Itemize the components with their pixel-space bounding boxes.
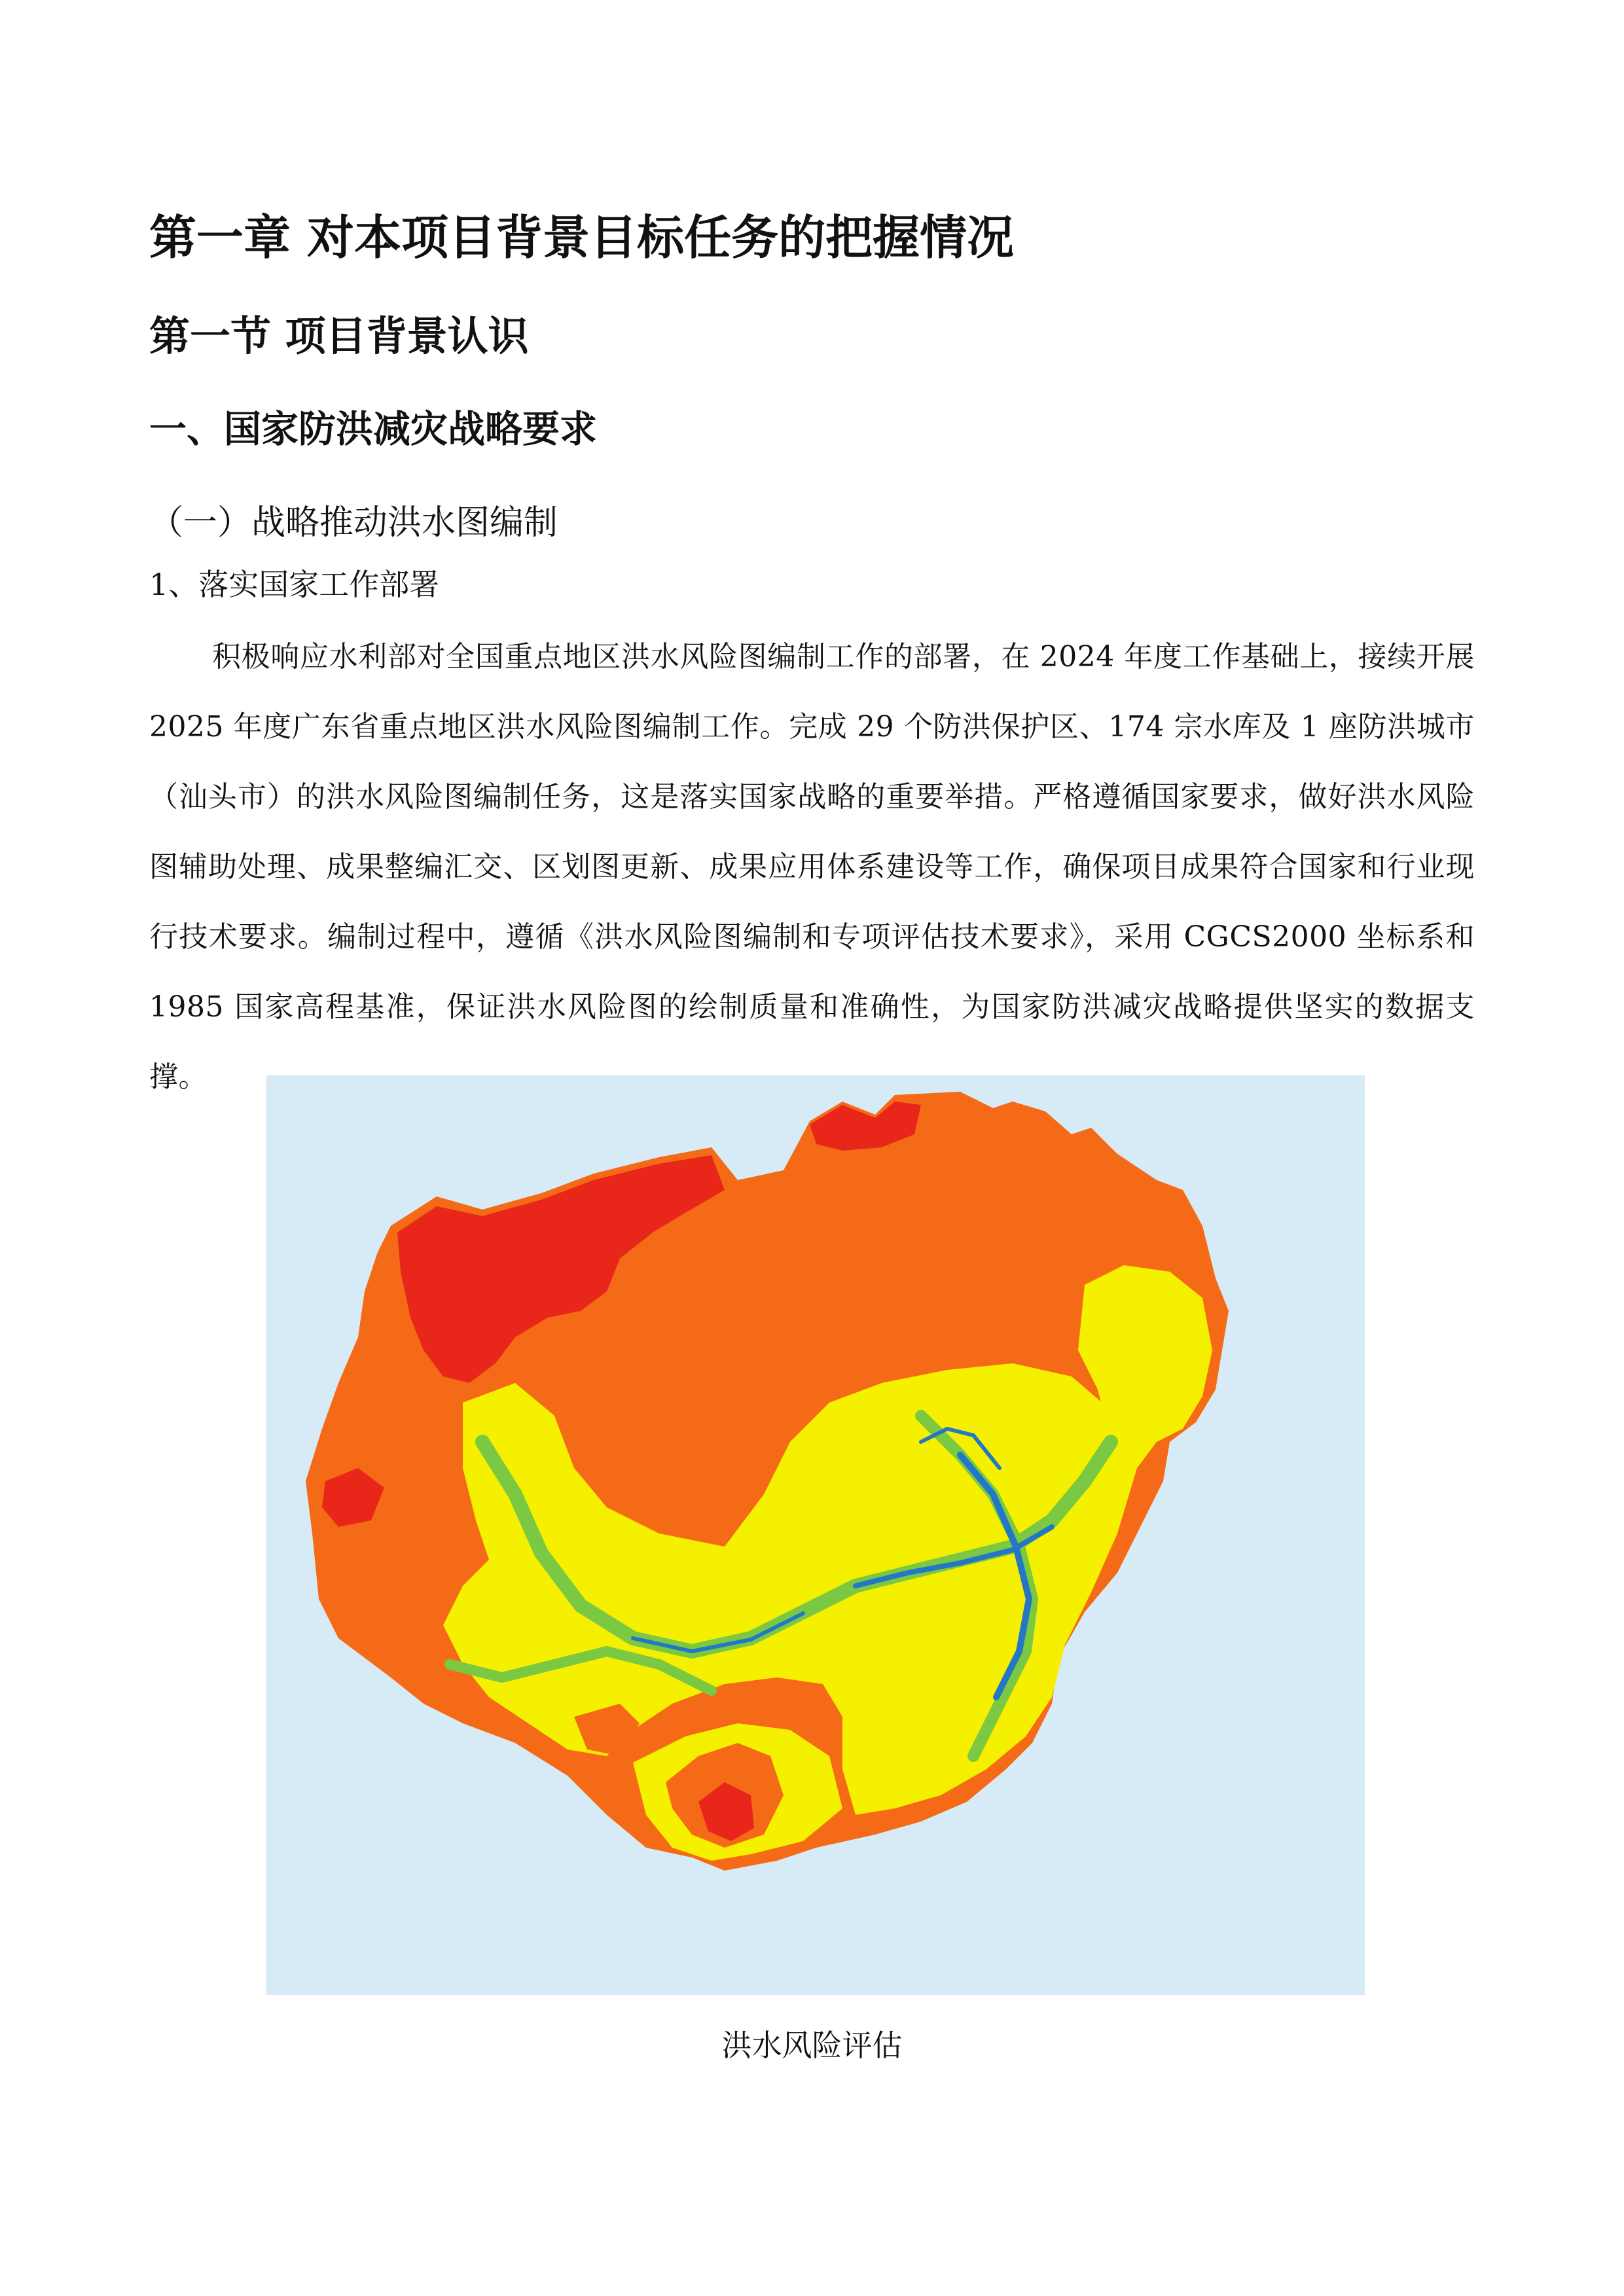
item-title: 1、落实国家工作部署 xyxy=(149,567,440,602)
chapter-title: 第一章 对本项目背景目标任务的把握情况 xyxy=(149,210,1015,265)
body-paragraph: 积极响应水利部对全国重点地区洪水风险图编制工作的部署，在 2024 年度工作基础上，接续开展 2025 年度广东省重点地区洪水风险图编制工作。完成 29 个防洪保护区、174 宗水库及 1 座防洪城市（汕头市）的洪水风险图编制任务，这是落实国家战略的重要举措。严格遵循国家要求，做好洪水风险图辅助处理、成果整编汇交、区划图更新、成果应用体系建设等工作，确保项目成果符合国家和行业现行技术要求。编制过程中，遵循《洪水风险图编制和专项评估技术要求》，采用 CGCS2000 坐标系和 1985 国家高程基准，保证洪水风险图的绘制质量和准确性，为国家防洪减灾战略提供坚实的数据支撑。 xyxy=(149,640,1475,1094)
subsection-title: 一、国家防洪减灾战略要求 xyxy=(149,408,597,451)
sub-subsection-title: （一）战略推动洪水图编制 xyxy=(149,503,558,543)
figure-caption: 洪水风险评估 xyxy=(721,2028,903,2063)
flood-risk-map-icon xyxy=(266,1075,1365,1995)
section-title: 第一节 项目背景认识 xyxy=(149,312,529,360)
flood-risk-map-figure xyxy=(266,1075,1365,1995)
